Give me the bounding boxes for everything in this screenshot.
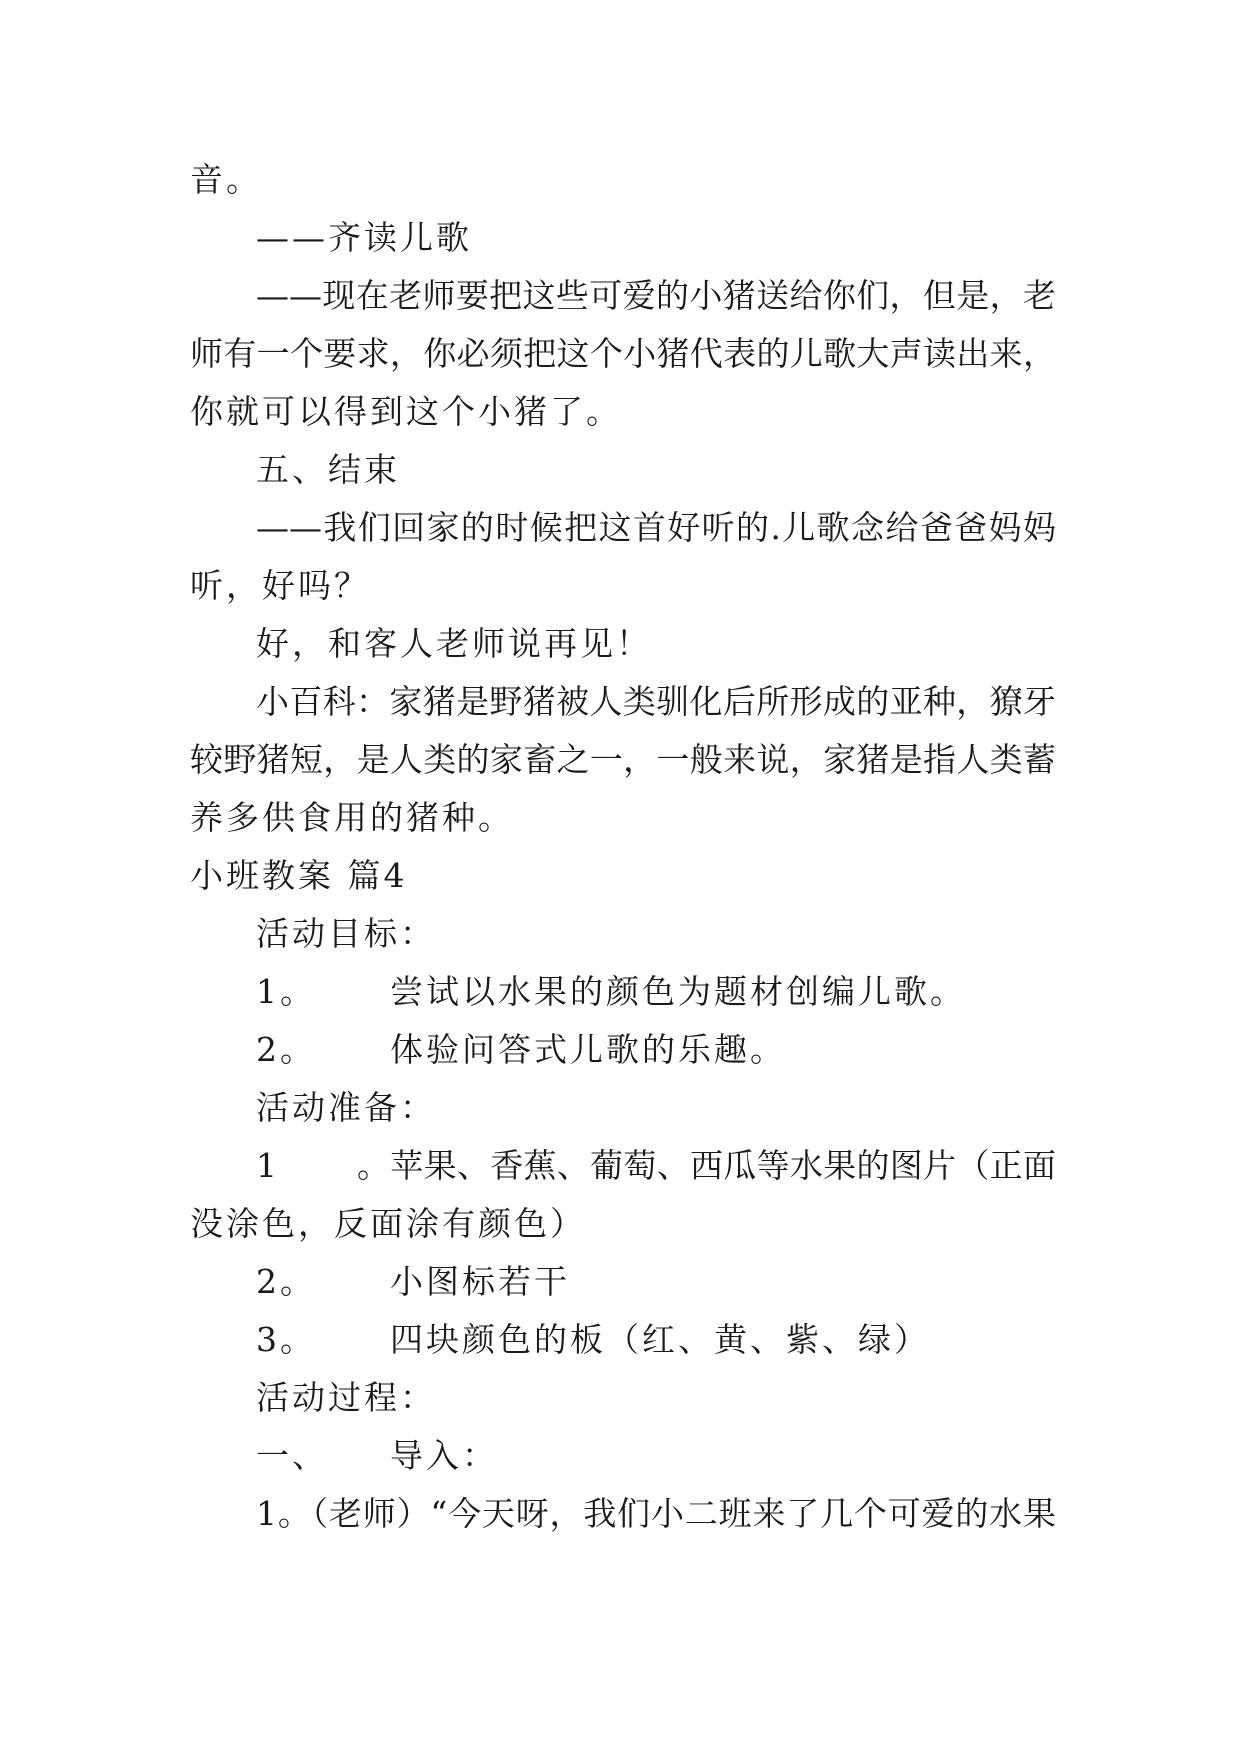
text-line: 养多供食用的猪种。: [190, 798, 514, 837]
text-line: 师有一个要求，你必须把这个小猪代表的儿歌大声读出来，: [190, 334, 1056, 373]
list-item: [256, 972, 966, 1012]
text-line: 听，好吗？: [190, 566, 370, 605]
list-item: [256, 1436, 498, 1476]
list-item-text: 体验问答式儿歌的乐趣。: [390, 1030, 786, 1069]
list-item: [256, 1320, 930, 1360]
list-item: [256, 1030, 786, 1070]
text-line: 小百科：家猪是野猪被人类驯化后所形成的亚种，獠牙: [256, 682, 1056, 721]
list-number: 1。: [256, 972, 316, 1011]
list-item-text: 四块颜色的板（红、黄、紫、绿）: [390, 1320, 930, 1359]
text-line: 你就可以得到这个小猪了。: [190, 392, 622, 431]
list-number: 3。: [256, 1320, 316, 1359]
section-heading: 活动过程：: [256, 1378, 436, 1417]
text-line: 好，和客人老师说再见！: [256, 624, 652, 663]
text-line: 没涂色，反面涂有颜色）: [190, 1204, 586, 1243]
section-heading: 五、结束: [256, 450, 400, 489]
section-heading: 活动准备：: [256, 1088, 436, 1127]
text-line: ——齐读儿歌: [256, 218, 472, 257]
list-item-text: 小图标若干: [390, 1262, 570, 1301]
document-heading: 小班教案 篇4: [190, 856, 408, 895]
text-line: ——现在老师要把这些可爱的小猪送给你们，但是，老: [256, 276, 1056, 315]
section-heading: 活动目标：: [256, 914, 436, 953]
text-line: 1。（老师）“今天呀，我们小二班来了几个可爱的水果: [256, 1494, 1056, 1533]
text-line: 音。: [190, 160, 262, 199]
list-item: [256, 1146, 1056, 1186]
text-line: ——我们回家的时候把这首好听的.儿歌念给爸爸妈妈: [256, 508, 1056, 547]
list-number: 2。: [256, 1262, 316, 1301]
list-item-text: 苹果、香蕉、葡萄、西瓜等水果的图片（正面: [390, 1146, 1056, 1185]
list-item: [256, 1262, 570, 1302]
list-number: 2。: [256, 1030, 316, 1069]
text-line: 较野猪短，是人类的家畜之一，一般来说，家猪是指人类蓄: [190, 740, 1056, 779]
list-item-text: 尝试以水果的颜色为题材创编儿歌。: [390, 972, 966, 1011]
list-item-text: 导入：: [390, 1436, 498, 1475]
list-number: 一、: [256, 1436, 328, 1475]
list-number: 1。: [256, 1146, 390, 1185]
